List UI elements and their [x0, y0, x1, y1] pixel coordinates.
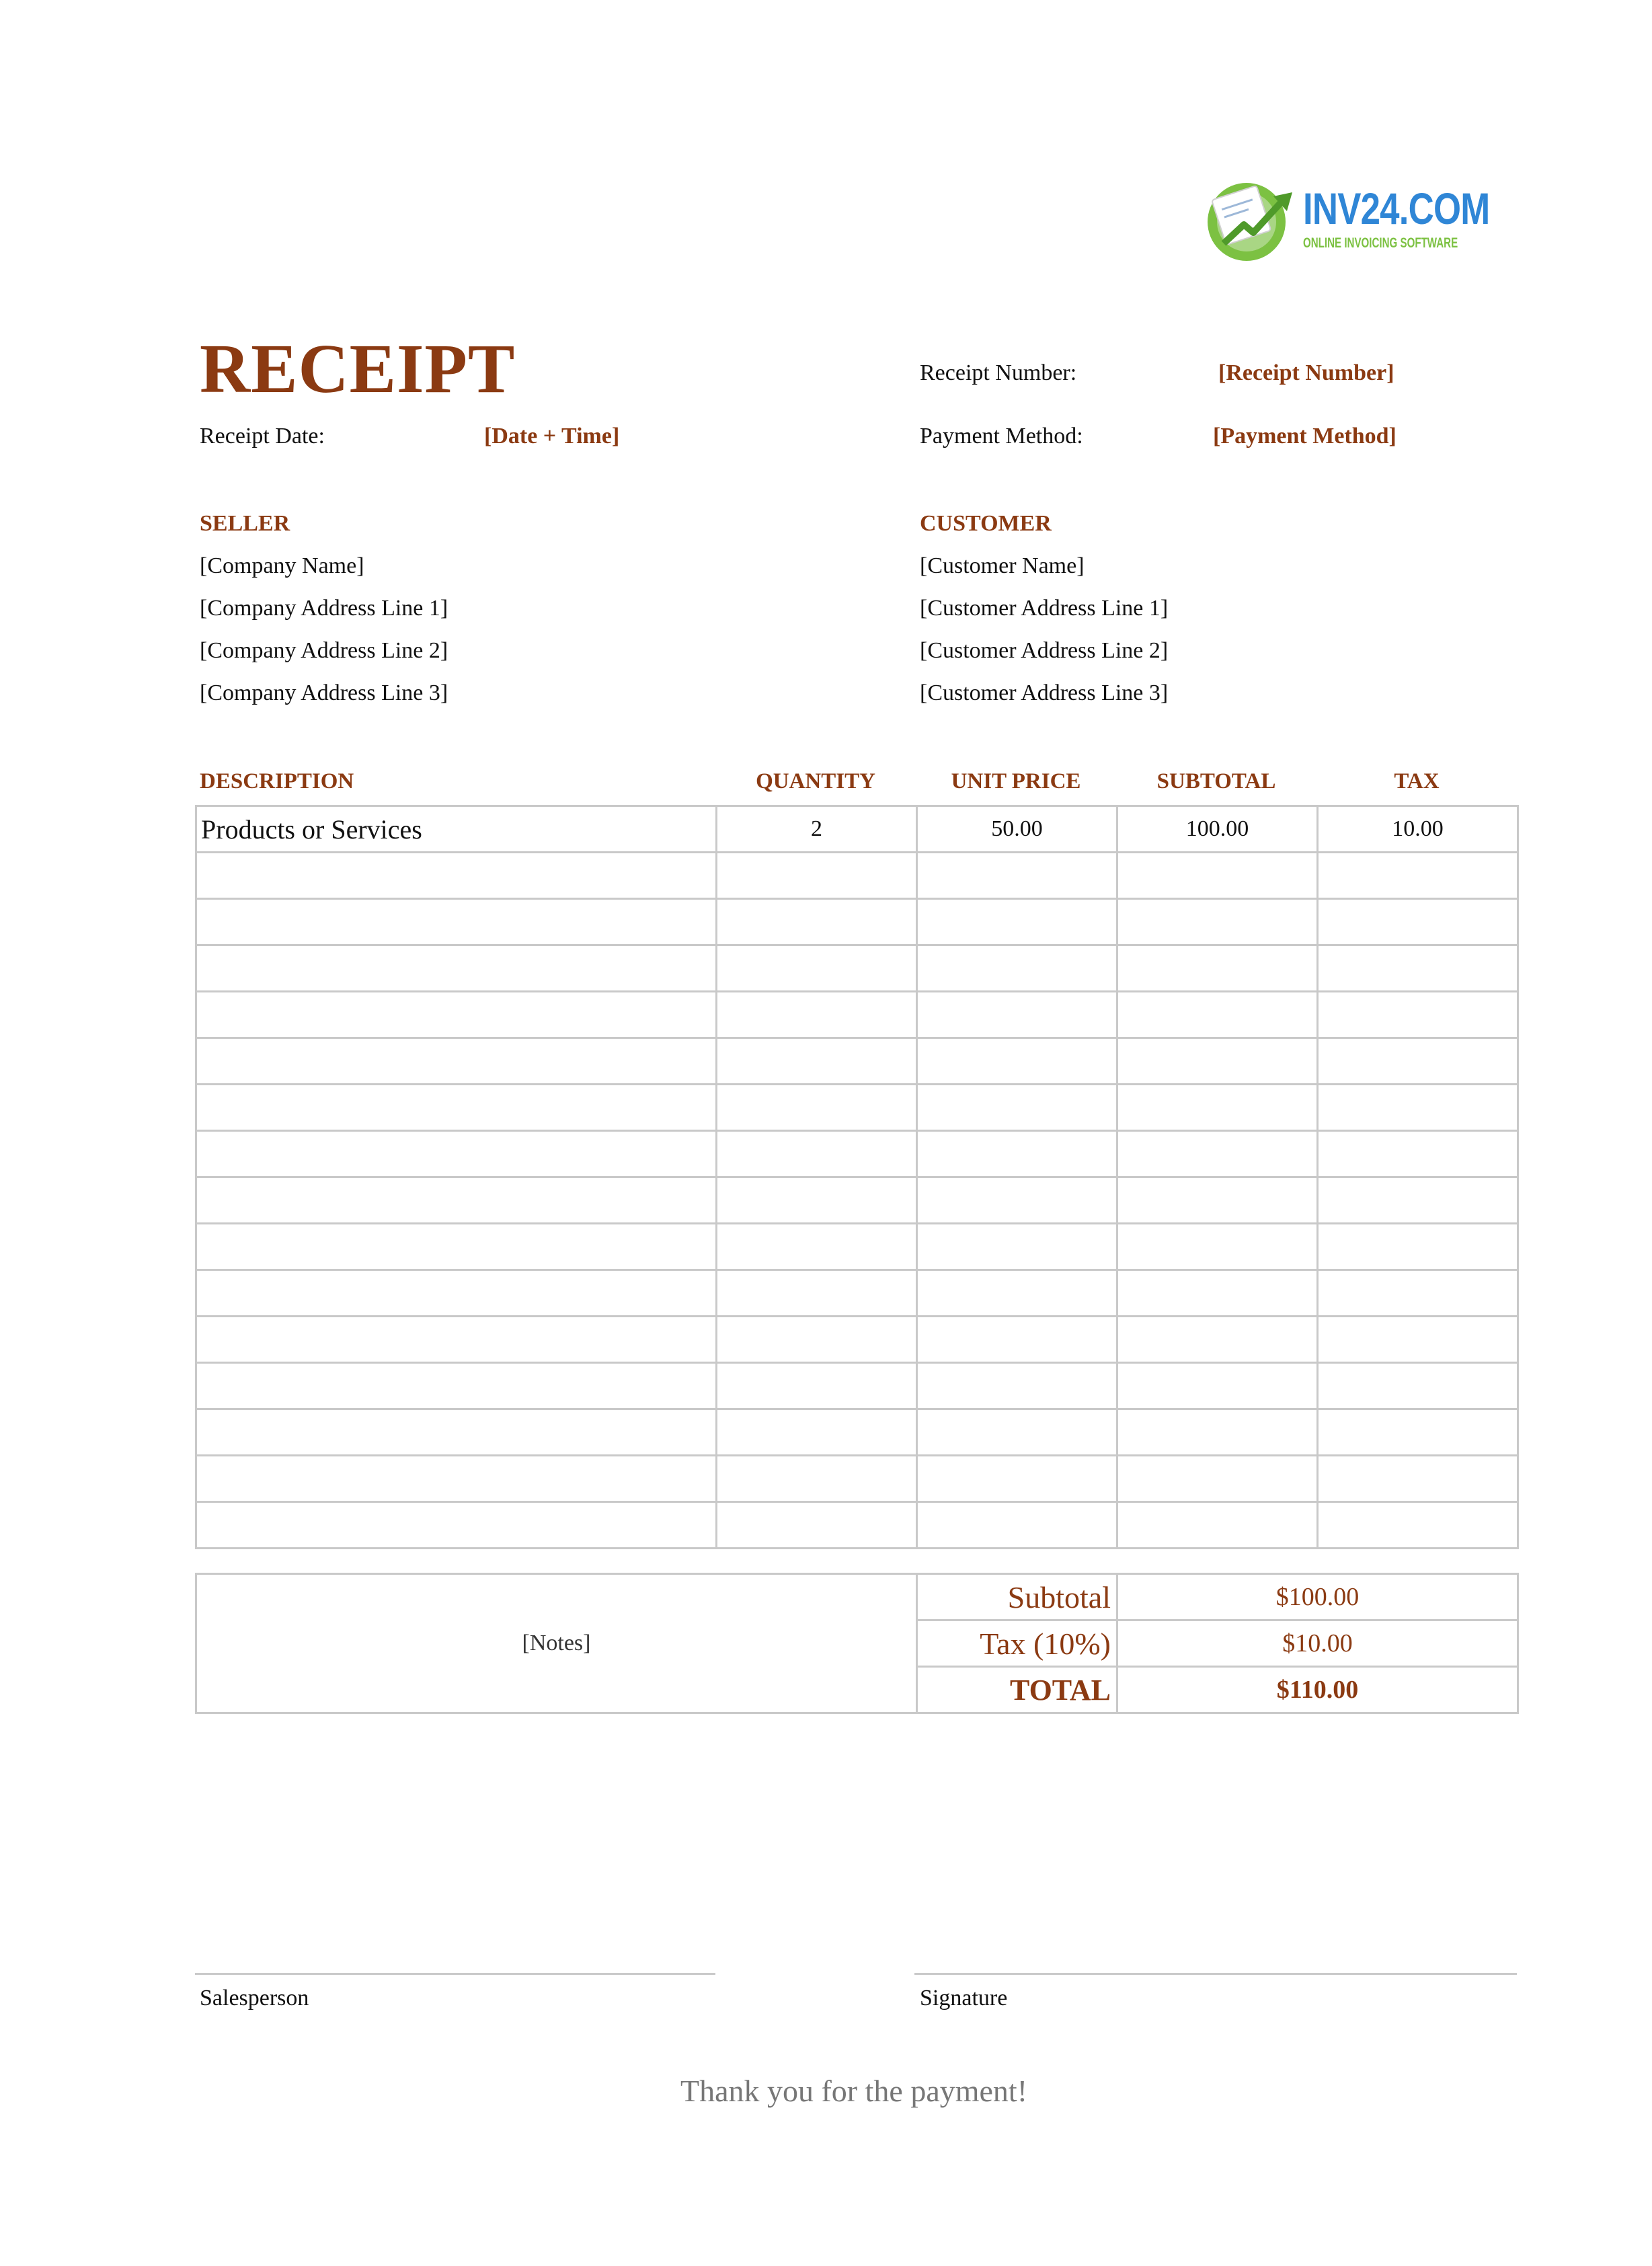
table-row [196, 1131, 1518, 1177]
totals-row-subtotal [196, 1574, 1518, 1620]
thank-you-message: Thank you for the payment! [680, 2074, 1028, 2108]
cell-quantity [717, 1038, 917, 1085]
cell-quantity [717, 1177, 917, 1224]
cell-unit-price [917, 992, 1117, 1038]
cell-description [196, 1456, 717, 1502]
cell-description [196, 1177, 717, 1224]
totals-table [195, 1573, 1519, 1714]
salesperson-label: Salesperson [200, 1986, 309, 2010]
signature-line [914, 1973, 1517, 1975]
signature-label: Signature [920, 1986, 1008, 2010]
table-row [196, 1502, 1518, 1549]
seller-line: [Company Address Line 2] [200, 638, 448, 663]
table-row [196, 945, 1518, 992]
payment-method-label: Payment Method: [920, 424, 1083, 448]
total-value: $110.00 [1117, 1667, 1518, 1713]
cell-unit-price [917, 1456, 1117, 1502]
cell-description [196, 1038, 717, 1085]
subtotal-label: Subtotal [917, 1574, 1117, 1620]
table-row [196, 1038, 1518, 1085]
cell-tax [1318, 853, 1518, 899]
cell-quantity [717, 1409, 917, 1456]
company-logo [1204, 176, 1493, 264]
cell-subtotal [1117, 1270, 1318, 1317]
table-row [196, 1363, 1518, 1409]
cell-quantity [717, 992, 917, 1038]
cell-subtotal [1117, 1085, 1318, 1131]
notes-field: [Notes] [196, 1574, 917, 1713]
cell-unit-price [917, 853, 1117, 899]
cell-unit-price [917, 1177, 1117, 1224]
cell-subtotal [1117, 853, 1318, 899]
cell-tax [1318, 899, 1518, 945]
cell-tax [1318, 1085, 1518, 1131]
cell-tax: 10.00 [1318, 806, 1518, 853]
logo-mark-icon [1204, 176, 1298, 264]
cell-subtotal [1117, 899, 1318, 945]
subtotal-value: $100.00 [1117, 1574, 1518, 1620]
receipt-date-value: [Date + Time] [484, 424, 620, 448]
customer-line: [Customer Address Line 3] [920, 680, 1169, 705]
total-label: TOTAL [917, 1667, 1117, 1713]
cell-unit-price [917, 1363, 1117, 1409]
cell-tax [1318, 1456, 1518, 1502]
cell-unit-price [917, 1085, 1117, 1131]
cell-unit-price [917, 1038, 1117, 1085]
receipt-number-label: Receipt Number: [920, 360, 1077, 385]
customer-heading: CUSTOMER [920, 511, 1052, 536]
cell-quantity [717, 1456, 917, 1502]
table-row [196, 1085, 1518, 1131]
cell-description: Products or Services [196, 806, 717, 853]
payment-method-value: [Payment Method] [1213, 424, 1397, 448]
cell-unit-price [917, 1224, 1117, 1270]
cell-subtotal [1117, 1409, 1318, 1456]
cell-unit-price [917, 1270, 1117, 1317]
table-row [196, 992, 1518, 1038]
cell-quantity: 2 [717, 806, 917, 853]
table-row [196, 1224, 1518, 1270]
table-row [196, 1177, 1518, 1224]
logo-name: INV24.COM [1303, 184, 1490, 233]
cell-unit-price [917, 1502, 1117, 1549]
cell-unit-price [917, 1409, 1117, 1456]
tax-value: $10.00 [1117, 1620, 1518, 1667]
cell-quantity [717, 1317, 917, 1363]
receipt-date-label: Receipt Date: [200, 424, 325, 448]
cell-quantity [717, 1224, 917, 1270]
cell-description [196, 1502, 717, 1549]
cell-unit-price [917, 1131, 1117, 1177]
cell-subtotal [1117, 1317, 1318, 1363]
cell-tax [1318, 1363, 1518, 1409]
cell-unit-price [917, 945, 1117, 992]
cell-quantity [717, 1363, 917, 1409]
cell-subtotal [1117, 1224, 1318, 1270]
cell-tax [1318, 1409, 1518, 1456]
page-title: RECEIPT [200, 330, 516, 407]
cell-description [196, 1317, 717, 1363]
cell-subtotal [1117, 992, 1318, 1038]
cell-unit-price [917, 1317, 1117, 1363]
cell-quantity [717, 1085, 917, 1131]
cell-tax [1318, 1270, 1518, 1317]
seller-line: [Company Address Line 1] [200, 596, 448, 621]
cell-description [196, 1270, 717, 1317]
receipt-number-value: [Receipt Number] [1218, 360, 1394, 385]
col-header-quantity: QUANTITY [756, 769, 875, 793]
cell-description [196, 992, 717, 1038]
table-row [196, 899, 1518, 945]
cell-subtotal [1117, 945, 1318, 992]
seller-heading: SELLER [200, 511, 290, 536]
cell-subtotal: 100.00 [1117, 806, 1318, 853]
items-body [196, 806, 1518, 1549]
cell-unit-price: 50.00 [917, 806, 1117, 853]
cell-description [196, 853, 717, 899]
logo-tagline: ONLINE INVOICING SOFTWARE [1303, 235, 1458, 251]
cell-tax [1318, 1224, 1518, 1270]
cell-description [196, 1131, 717, 1177]
cell-subtotal [1117, 1038, 1318, 1085]
cell-subtotal [1117, 1502, 1318, 1549]
cell-description [196, 1363, 717, 1409]
table-row [196, 1456, 1518, 1502]
cell-quantity [717, 1270, 917, 1317]
seller-line: [Company Name] [200, 553, 364, 578]
cell-description [196, 1085, 717, 1131]
cell-description [196, 899, 717, 945]
table-row [196, 1409, 1518, 1456]
col-header-description: DESCRIPTION [200, 769, 354, 793]
cell-tax [1318, 1038, 1518, 1085]
salesperson-line [195, 1973, 715, 1975]
cell-tax [1318, 992, 1518, 1038]
cell-quantity [717, 1131, 917, 1177]
cell-description [196, 945, 717, 992]
col-header-tax: TAX [1394, 769, 1440, 793]
cell-description [196, 1409, 717, 1456]
cell-tax [1318, 1177, 1518, 1224]
cell-subtotal [1117, 1456, 1318, 1502]
cell-quantity [717, 1502, 917, 1549]
cell-description [196, 1224, 717, 1270]
table-row [196, 1270, 1518, 1317]
table-row [196, 853, 1518, 899]
customer-line: [Customer Address Line 2] [920, 638, 1169, 663]
col-header-unit-price: UNIT PRICE [951, 769, 1081, 793]
customer-line: [Customer Address Line 1] [920, 596, 1169, 621]
cell-unit-price [917, 899, 1117, 945]
cell-subtotal [1117, 1131, 1318, 1177]
table-row [196, 806, 1518, 853]
cell-tax [1318, 1502, 1518, 1549]
col-header-subtotal: SUBTOTAL [1156, 769, 1276, 793]
seller-line: [Company Address Line 3] [200, 680, 448, 705]
cell-quantity [717, 945, 917, 992]
cell-subtotal [1117, 1363, 1318, 1409]
items-table [195, 805, 1519, 1549]
table-row [196, 1317, 1518, 1363]
cell-subtotal [1117, 1177, 1318, 1224]
tax-label: Tax (10%) [917, 1620, 1117, 1667]
cell-quantity [717, 853, 917, 899]
cell-tax [1318, 945, 1518, 992]
cell-tax [1318, 1317, 1518, 1363]
cell-tax [1318, 1131, 1518, 1177]
customer-line: [Customer Name] [920, 553, 1085, 578]
cell-quantity [717, 899, 917, 945]
